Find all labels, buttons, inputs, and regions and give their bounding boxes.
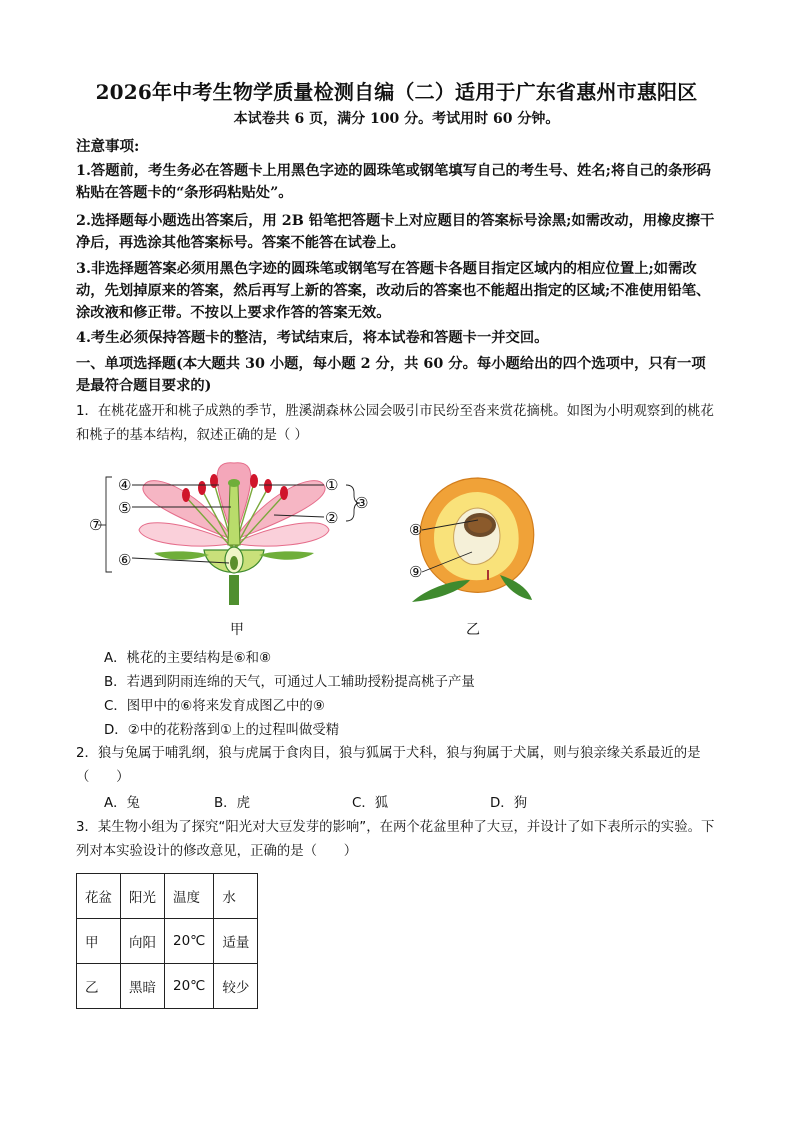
q2-option-c: C．狐: [352, 796, 389, 811]
table-cell: 黑暗: [121, 964, 165, 1009]
q2-option-b: B．虎: [214, 796, 250, 811]
marker-3: ③: [355, 494, 369, 512]
table-header-cell: 水: [214, 874, 258, 919]
question-3-stem: 3．某生物小组为了探究“阳光对大豆发芽的影响”，在两个花盆里种了大豆，并设计了如下表所示的实验。下列对本实验设计的修改意见，正确的是（ ）: [76, 820, 715, 859]
table-row: [77, 919, 258, 964]
table-header-cell: 阳光: [121, 874, 165, 919]
note-item-3: 3.非选择题答案必须用黑色字迹的圆珠笔或钢笔写在答题卡各题目指定区域内的相应位置上;如需改动，先划掉原来的答案，然后再写上新的答案，改动后的答案也不能超出指定的区域;不准使用铅笔、涂改液和修正带。不按以上要求作答的答案无效。: [76, 261, 711, 321]
marker-7: ⑦: [89, 516, 103, 534]
table-row: [77, 964, 258, 1009]
figure-label-yi: 乙: [466, 622, 480, 638]
exam-subtitle: 本试卷共 6 页，满分 100 分。考试用时 60 分钟。: [233, 111, 560, 127]
note-item-1: 1.答题前，考生务必在答题卡上用黑色字迹的圆珠笔或钢笔填写自己的考生号、姓名;将自己的条形码粘贴在答题卡的“条形码粘贴处”。: [76, 163, 711, 201]
table-cell: 20℃: [165, 964, 214, 1009]
table-cell: 甲: [77, 919, 121, 964]
q1-option-d: D．②中的花粉落到①上的过程叫做受精: [104, 723, 340, 738]
figure-label-jia: 甲: [230, 622, 244, 638]
question-1-stem: 1．在桃花盛开和桃子成熟的季节，胜溪湖森林公园会吸引市民纷至沓来赏花摘桃。如图为小明观察到的桃花和桃子的基本结构，叙述正确的是（ ）: [76, 404, 714, 443]
section-heading: 一、单项选择题(本大题共 30 小题，每小题 2 分，共 60 分。每小题给出的四个选项中，只有一项是最符合题目要求的): [76, 356, 706, 394]
marker-6: ⑥: [118, 551, 132, 569]
table-header-cell: 温度: [165, 874, 214, 919]
table-cell: 较少: [214, 964, 258, 1009]
table-cell: 向阳: [121, 919, 165, 964]
peach-diagram: [400, 470, 550, 605]
q1-option-c: C．图甲中的⑥将来发育成图乙中的⑨: [104, 699, 325, 714]
marker-9: ⑨: [409, 563, 423, 581]
exam-title: 2026年中考生物学质量检测自编（二）适用于广东省惠州市惠阳区: [95, 80, 698, 104]
table-cell: 20℃: [165, 919, 214, 964]
table-header-row: [77, 874, 258, 919]
q2-option-a: A．兔: [104, 796, 140, 811]
q1-option-b: B．若遇到阴雨连绵的天气，可通过人工辅助授粉提高桃子产量: [104, 675, 475, 690]
note-item-4: 4.考生必须保持答题卡的整洁，考试结束后，将本试卷和答题卡一并交回。: [76, 330, 549, 346]
marker-8: ⑧: [409, 521, 423, 539]
marker-2: ②: [325, 509, 339, 527]
q2-option-d: D．狗: [490, 796, 528, 811]
notes-heading: 注意事项:: [76, 138, 140, 155]
note-item-2: 2.选择题每小题选出答案后，用 2B 铅笔把答题卡上对应题目的答案标号涂黑;如需改动，用橡皮擦干净后，再选涂其他答案标号。答案不能答在试卷上。: [76, 213, 715, 251]
marker-5: ⑤: [118, 499, 132, 517]
experiment-table: [76, 873, 258, 1009]
q1-option-a: A．桃花的主要结构是⑥和⑧: [104, 651, 272, 666]
table-cell: 适量: [214, 919, 258, 964]
table-header-cell: 花盆: [77, 874, 121, 919]
marker-4: ④: [118, 476, 132, 494]
table-cell: 乙: [77, 964, 121, 1009]
question-2-stem: 2．狼与兔属于哺乳纲，狼与虎属于食肉目，狼与狐属于犬科，狼与狗属于犬属，则与狼亲缘关系最近的是（ ）: [76, 746, 701, 785]
marker-1: ①: [325, 476, 339, 494]
